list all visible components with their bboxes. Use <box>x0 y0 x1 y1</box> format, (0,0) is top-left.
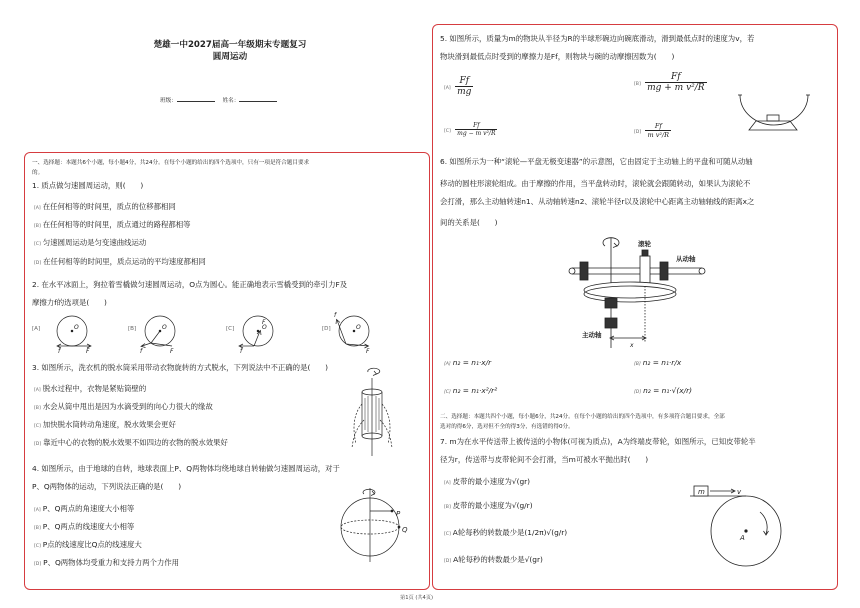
q4-option-b-text: P、Q两点的线速度大小相等 <box>42 522 135 531</box>
doc-subtitle: 圆周运动 <box>212 52 248 62</box>
q7-label-a: A <box>740 534 745 542</box>
q7-option-b-tag: [B] <box>444 505 451 510</box>
q5-option-d-num: Ff <box>645 122 671 131</box>
q7-option-c-tag: [C] <box>444 532 451 537</box>
q4-option-a-tag: [A] <box>34 508 41 513</box>
q1-option-a-tag: [A] <box>34 206 41 211</box>
q4-option-c-text: P点的线速度比Q点的线速度大 <box>42 540 142 549</box>
q4-option-d-text: P、Q两物体均受重力和支持力两个力作用 <box>43 558 180 567</box>
q7-stem-line2: 径为r，传送带与皮带轮间不会打滑，当m可被水平抛出时( ) <box>440 455 649 464</box>
q5-option-b-num: Ff <box>645 72 706 83</box>
q1-option-c-tag: [C] <box>34 242 41 247</box>
q5-option-a-tag: [A] <box>444 85 451 91</box>
q6-option-a-tag: [A] <box>444 362 451 367</box>
q2-d-F: F <box>366 348 370 355</box>
page-footer: 第1页 (共4页) <box>400 595 434 601</box>
section1-intro-line1: 一、选择题：本题共6个小题，每小题4分，共24分。在每个小题的给出的四个选项中，只有一项是符合题目要求 <box>32 160 310 166</box>
q7-option-a-text: 皮带的最小速度为√(gr) <box>452 477 531 486</box>
q3-option-b-text: 水会从筒中甩出是因为水滴受到的向心力很大的缘故 <box>42 402 213 411</box>
q5-option-b-tag: [B] <box>634 81 641 87</box>
q6-label-driver: 主动轴 <box>582 331 602 339</box>
q2-a-F: F <box>86 348 90 355</box>
q6-option-b-tag: [B] <box>634 362 641 367</box>
q3-option-d-tag: [D] <box>34 442 42 447</box>
section2-intro-line2: 选对的得6分，选对但不全的得3分，有选错的得0分。 <box>440 424 574 430</box>
q7-stem-line1: 7. m为在水平传送带上被传送的小物体(可视为质点)，A为终端皮带轮，如图所示，已知皮带轮半 <box>440 437 756 446</box>
q7-option-c-text: A轮每秒的转数最少是(1/2π)√(g/r) <box>452 528 568 537</box>
q3-stem: 3. 如图所示，洗衣机的脱水筒采用带动衣物旋转的方式脱水，下列说法中不正确的是( ) <box>32 363 329 372</box>
q2-d-center: O <box>356 324 361 331</box>
q6-label-x: x <box>630 342 634 349</box>
q2-option-a-tag[interactable]: [A] <box>32 326 41 332</box>
q6-option-c-tag: [C] <box>444 390 451 395</box>
q2-b-f: f <box>140 348 143 355</box>
q3-option-c-tag: [C] <box>34 424 41 429</box>
q1-option-b-text: 在任何相等的时间里，质点通过的路程都相等 <box>42 220 191 229</box>
q2-stem-line2: 摩擦力f的选项是( ) <box>32 298 107 307</box>
q7-label-v: v <box>737 488 742 496</box>
q6-label-driven: 从动轴 <box>676 255 696 263</box>
q2-option-d-tag[interactable]: [D] <box>322 326 331 332</box>
q7-option-d-tag: [D] <box>444 559 452 564</box>
q4-option-b-tag: [B] <box>34 526 41 531</box>
q6-option-d-text: n₂ = n₁·√(x/r) <box>643 386 693 395</box>
q7-label-m: m <box>698 488 705 496</box>
q3-option-b-tag: [B] <box>34 406 41 411</box>
q3-option-c-text: 加快脱水筒转动角速度，脱水效果会更好 <box>42 420 176 429</box>
q1-stem: 1. 质点做匀速圆周运动，则( ) <box>32 181 144 190</box>
q1-option-a-text: 在任何相等的时间里，质点的位移都相同 <box>42 202 176 211</box>
q1-option-b-tag: [B] <box>34 224 41 229</box>
q7-option-a-tag: [A] <box>444 481 451 486</box>
q6-option-b-text: n₂ = n₁·r/x <box>642 358 682 367</box>
q6-stem-line2: 移动的圆柱形滚轮组成。由于摩擦的作用，当平盘转动时，滚轮就会跟随转动，如果认为滚轮不 <box>440 179 751 188</box>
doc-title: 楚雄一中2027届高一年级期末专题复习 <box>153 40 307 50</box>
q4-label-q: Q <box>402 526 408 534</box>
q2-option-c-tag[interactable]: [C] <box>226 326 235 332</box>
q2-stem-line1: 2. 在水平冰面上，狗拉着雪橇做匀速圆周运动，O点为圆心。能正确地表示雪橇受到的牵引力F及 <box>32 280 348 289</box>
q2-b-F: F <box>170 348 174 355</box>
q3-option-a-tag: [A] <box>34 388 41 393</box>
q6-option-c-text: n₂ = n₁·x²/r² <box>452 386 498 395</box>
q1-option-c-text: 匀速圆周运动是匀变速曲线运动 <box>42 238 147 247</box>
q6-stem-line4: 间的关系是( ) <box>440 218 498 227</box>
q2-c-f: f <box>240 348 243 355</box>
q5-stem-line1: 5. 如图所示，质量为m的物块从半径为R的半球形碗边向碗底滑动，滑到最低点时的速度为v，若 <box>440 34 755 43</box>
q6-option-a-text: n₂ = n₁·x/r <box>452 358 492 367</box>
q4-stem-line1: 4. 如图所示，由于地球的自转，地球表面上P、Q两物体均绕地球自转轴做匀速圆周运动，对于 <box>32 464 340 473</box>
q5-option-c-num: Ff <box>455 122 497 130</box>
q2-a-f: f <box>58 348 61 355</box>
q2-c-center: O <box>262 324 267 331</box>
name-label: 姓名： <box>222 98 240 104</box>
q2-a-center: O <box>74 324 79 331</box>
q5-option-c-tag: [C] <box>444 128 451 134</box>
q4-stem-line2: P、Q两物体的运动，下列说法正确的是( ) <box>32 482 182 491</box>
q5-option-a-num: Ff <box>455 76 473 87</box>
q5-stem-line2: 物块滑到最低点时受到的摩擦力是Ff，则物块与碗的动摩擦因数为( ) <box>440 52 675 61</box>
q4-label-p: P <box>396 510 401 518</box>
q5-option-c-den: mg − m v²/R <box>457 130 496 137</box>
q4-option-d-tag: [D] <box>34 562 42 567</box>
q6-option-d-tag: [D] <box>634 390 642 395</box>
q1-option-d-text: 在任何相等的时间里，质点运动的平均速度都相同 <box>43 257 206 266</box>
q6-stem-line1: 6. 如图所示为一种“滚轮—平盘无极变速器”的示意图，它由固定于主动轴上的平盘和可随从动轴 <box>440 157 753 166</box>
q5-option-d-den: m v²/R <box>647 131 670 139</box>
q2-option-b-tag[interactable]: [B] <box>128 326 137 332</box>
section1-intro-line2: 的。 <box>32 170 44 176</box>
q2-b-center: O <box>162 324 167 331</box>
class-label: 班级： <box>160 98 177 104</box>
q5-option-b-den: mg + m v²/R <box>647 83 705 93</box>
q6-stem-line3: 会打滑，那么主动轴转速n1、从动轴转速n2、滚轮半径r以及滚轮中心距离主动轴轴线的距离x之 <box>440 197 755 206</box>
q6-label-roller: 滚轮 <box>638 240 651 248</box>
q4-option-a-text: P、Q两点的角速度大小相等 <box>42 504 135 513</box>
q7-option-d-text: A轮每秒的转数最少是√(gr) <box>453 555 543 564</box>
q4-option-c-tag: [C] <box>34 544 41 549</box>
q3-option-d-text: 靠近中心的衣物的脱水效果不如四边的衣物的脱水效果好 <box>43 438 228 447</box>
q3-option-a-text: 脱水过程中，衣物是紧贴筒壁的 <box>42 384 147 393</box>
q1-option-d-tag: [D] <box>34 261 42 266</box>
q5-option-d-tag: [D] <box>634 129 642 135</box>
q2-d-f: f <box>334 312 337 319</box>
q5-option-a-den: mg <box>457 87 472 97</box>
q7-option-b-text: 皮带的最小速度为√(g/r) <box>452 501 533 510</box>
section2-intro-line1: 二、选择题：本题共四个小题，每小题6分，共24分。在每个小题的给出的四个选项中，有多项符合题目要求，全部 <box>440 414 725 420</box>
q2-c-F: F <box>262 319 266 326</box>
